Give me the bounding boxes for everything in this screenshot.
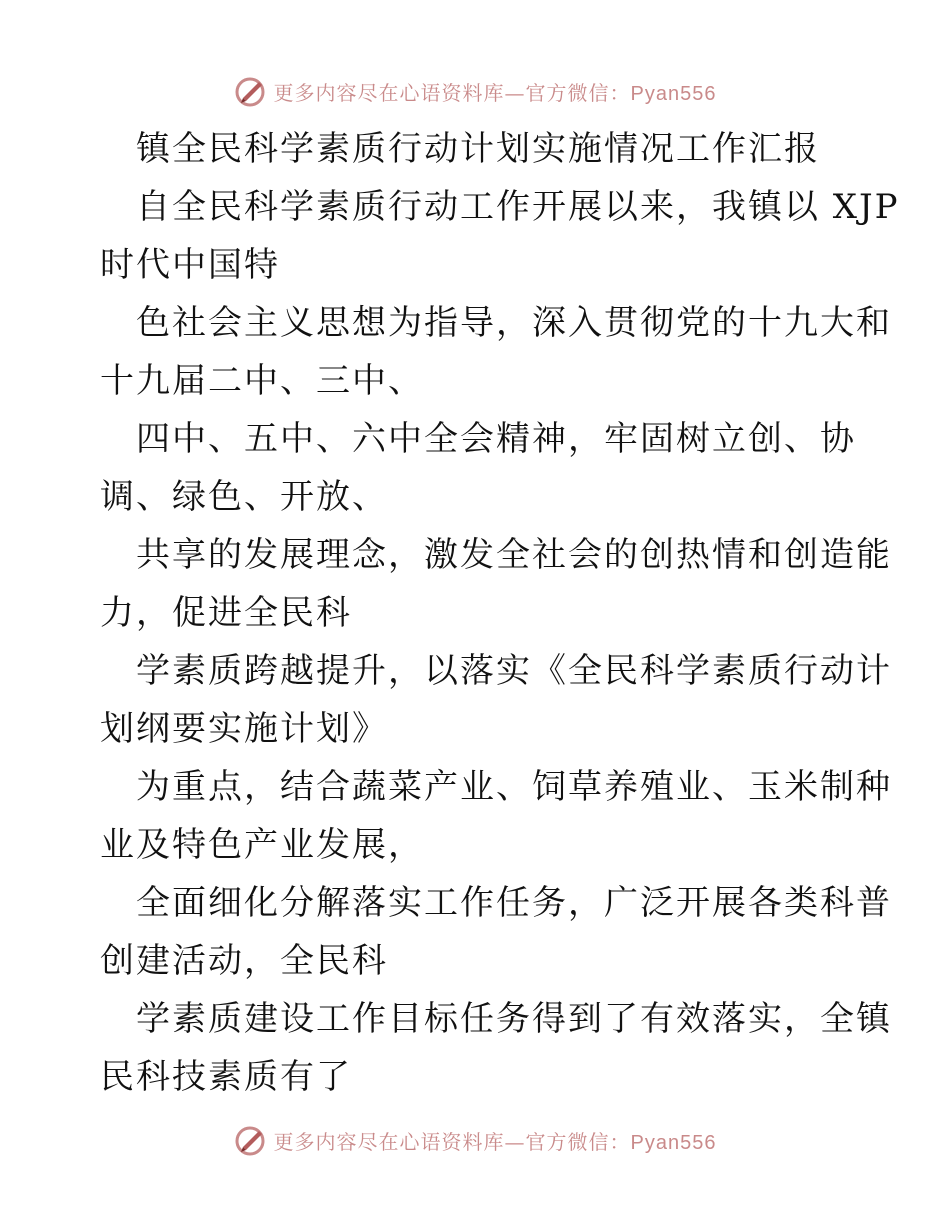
watermark-wechat-label: 官方微信：	[525, 80, 631, 105]
document-body	[100, 120, 900, 1106]
pen-logo-icon	[234, 1123, 268, 1157]
paragraph-line: 业及特色产业发展，	[100, 825, 424, 865]
paragraph-line: 十九届二中、三中、	[100, 361, 424, 401]
paragraph-line: 全面细化分解落实工作任务，广泛开展各类科普	[136, 883, 892, 923]
paragraph-line: 划纲要实施计划》	[100, 709, 388, 749]
paragraph-line: 时代中国特	[100, 245, 280, 285]
paragraph-line: 力，促进全民科	[100, 593, 352, 633]
paragraph-line: 为重点，结合蔬菜产业、饲草养殖业、玉米制种	[136, 767, 892, 807]
watermark-site-text: 更多内容尽在心语资料库	[273, 80, 505, 105]
watermark-wechat-id: Pyan556	[630, 82, 717, 105]
paragraph-line: 民科技素质有了	[100, 1057, 352, 1097]
watermark-wechat-label: 官方微信：	[525, 1129, 631, 1154]
watermark-site-text: 更多内容尽在心语资料库	[273, 1129, 505, 1154]
watermark-separator: —	[504, 80, 526, 105]
paragraph-line: 共享的发展理念，激发全社会的创热情和创造能	[136, 535, 892, 575]
watermark-text	[274, 1126, 717, 1155]
paragraph-line: 色社会主义思想为指导，深入贯彻党的十九大和	[136, 303, 892, 343]
paragraph-line: 创建活动，全民科	[100, 941, 388, 981]
watermark-separator: —	[504, 1129, 526, 1154]
paragraph-line: 学素质建设工作目标任务得到了有效落实，全镇	[136, 999, 892, 1039]
pen-logo-icon	[234, 74, 268, 108]
watermark-wechat-id: Pyan556	[630, 1131, 717, 1154]
paragraph-line: 学素质跨越提升，以落实《全民科学素质行动计	[136, 651, 892, 691]
document-title: 镇全民科学素质行动计划实施情况工作汇报	[136, 129, 820, 169]
paragraph-line: 自全民科学素质行动工作开展以来，我镇以 XJP	[136, 187, 900, 227]
watermark-banner-bottom	[0, 1120, 950, 1160]
paragraph-line: 调、绿色、开放、	[100, 477, 388, 517]
watermark-text	[274, 77, 717, 106]
watermark-banner-top	[0, 71, 950, 111]
paragraph-line: 四中、五中、六中全会精神，牢固树立创、协	[136, 419, 856, 459]
